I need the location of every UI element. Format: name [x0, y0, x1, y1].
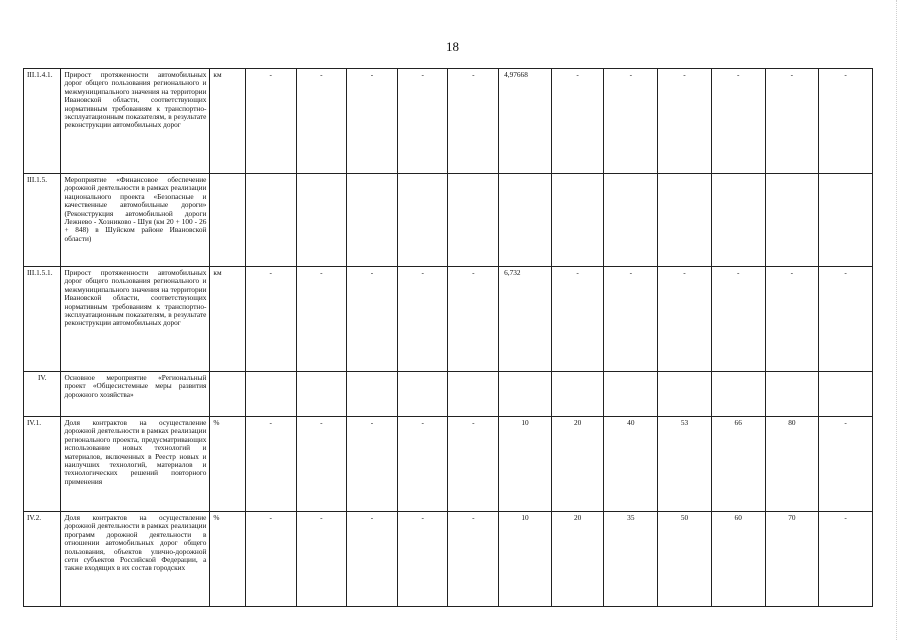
value-cell — [397, 372, 448, 417]
value-cell: 53 — [658, 417, 712, 512]
value-cell — [448, 174, 499, 267]
row-unit: % — [210, 512, 245, 607]
row-code: IV.1. — [24, 417, 61, 512]
value-cell: - — [397, 69, 448, 174]
value-cell: 6,732 — [499, 267, 552, 372]
value-cell: - — [711, 69, 765, 174]
value-cell — [604, 174, 658, 267]
value-cell: 35 — [604, 512, 658, 607]
row-name: Прирост протяженности автомобильных дорог общего пользования регионального и межмуниципального значения на территории Ивановской области, соответствующих нормативным требованиям к транспортно-эксплуатационным показателям, в результате реконструкции автомобильных дорог — [61, 69, 210, 174]
value-cell — [245, 372, 296, 417]
row-unit: % — [210, 417, 245, 512]
value-cell: - — [765, 69, 819, 174]
value-cell — [604, 372, 658, 417]
row-name: Доля контрактов на осуществление дорожной деятельности в рамках реализации регионального проекта, предусматривающих использование новых технологий и материалов, включенных в Реестр новых и наилучших технологий, материалов и технологических решений повторного применения — [61, 417, 210, 512]
value-cell: - — [819, 512, 873, 607]
value-cell — [819, 372, 873, 417]
value-cell: - — [551, 267, 604, 372]
row-code: III.1.5.1. — [24, 267, 61, 372]
value-cell: 60 — [711, 512, 765, 607]
value-cell: - — [604, 69, 658, 174]
value-cell: - — [819, 69, 873, 174]
value-cell: - — [245, 417, 296, 512]
value-cell: - — [604, 267, 658, 372]
row-name: Мероприятие «Финансовое обеспечение дорожной деятельности в рамках реализации национального проекта «Безопасные и качественные автомобильные дороги» (Реконструкция автомобильной дороги Лежнево - Хозниково - Шуя (км 20 + 100 - 26 + 848) в Шуйском районе Ивановской области) — [61, 174, 210, 267]
value-cell — [347, 372, 398, 417]
value-cell: - — [347, 267, 398, 372]
value-cell: - — [448, 417, 499, 512]
value-cell: - — [296, 512, 347, 607]
row-unit — [210, 372, 245, 417]
value-cell: 40 — [604, 417, 658, 512]
value-cell — [448, 372, 499, 417]
value-cell — [658, 174, 712, 267]
value-cell: - — [658, 267, 712, 372]
row-code: III.1.5. — [24, 174, 61, 267]
value-cell — [711, 174, 765, 267]
value-cell: - — [397, 512, 448, 607]
row-unit — [210, 174, 245, 267]
value-cell: - — [296, 417, 347, 512]
table-row — [24, 417, 873, 512]
value-cell: - — [397, 267, 448, 372]
value-cell — [296, 174, 347, 267]
value-cell: - — [347, 417, 398, 512]
row-unit: км — [210, 267, 245, 372]
value-cell: - — [245, 69, 296, 174]
value-cell — [296, 372, 347, 417]
table-row — [24, 174, 873, 267]
table-row — [24, 372, 873, 417]
value-cell — [551, 174, 604, 267]
value-cell: 20 — [551, 512, 604, 607]
value-cell: - — [658, 69, 712, 174]
value-cell — [711, 372, 765, 417]
value-cell — [765, 174, 819, 267]
value-cell — [765, 372, 819, 417]
value-cell: - — [765, 267, 819, 372]
value-cell — [245, 174, 296, 267]
value-cell: 20 — [551, 417, 604, 512]
value-cell — [819, 174, 873, 267]
value-cell: 70 — [765, 512, 819, 607]
value-cell: - — [448, 69, 499, 174]
value-cell — [658, 372, 712, 417]
page-number: 18 — [446, 39, 459, 54]
value-cell: - — [551, 69, 604, 174]
row-name: Прирост протяженности автомобильных дорог общего пользования регионального и межмуниципального значения на территории Ивановской области, соответствующих нормативным требованиям к транспортно-эксплуатационным показателям, в результате реконструкции автомобильных дорог — [61, 267, 210, 372]
row-code: IV.2. — [24, 512, 61, 607]
value-cell: - — [296, 267, 347, 372]
table-row — [24, 512, 873, 607]
indicators-table — [23, 68, 873, 607]
value-cell: - — [347, 512, 398, 607]
value-cell: 10 — [499, 512, 552, 607]
value-cell: - — [296, 69, 347, 174]
value-cell: - — [347, 69, 398, 174]
value-cell: - — [448, 512, 499, 607]
value-cell — [551, 372, 604, 417]
row-code: III.1.4.1. — [24, 69, 61, 174]
row-code: IV. — [24, 372, 61, 417]
value-cell: - — [819, 267, 873, 372]
page-edge — [896, 0, 905, 640]
value-cell — [499, 372, 552, 417]
value-cell: - — [397, 417, 448, 512]
value-cell: 80 — [765, 417, 819, 512]
table-row — [24, 267, 873, 372]
value-cell: 66 — [711, 417, 765, 512]
value-cell: - — [245, 512, 296, 607]
value-cell: 4,97668 — [499, 69, 552, 174]
row-unit: км — [210, 69, 245, 174]
value-cell — [347, 174, 398, 267]
value-cell: - — [819, 417, 873, 512]
row-name: Доля контрактов на осуществление дорожной деятельности в рамках реализации программ дорожной деятельности в отношении автомобильных дорог общего пользования, объектов улично-дорожной сети субъектов Российской Федерации, а также входящих в их состав городских — [61, 512, 210, 607]
value-cell: - — [448, 267, 499, 372]
value-cell: - — [711, 267, 765, 372]
value-cell — [397, 174, 448, 267]
value-cell — [499, 174, 552, 267]
row-name: Основное мероприятие «Региональный проект «Общесистемные меры развития дорожного хозяйства» — [61, 372, 210, 417]
value-cell: 50 — [658, 512, 712, 607]
table-row — [24, 69, 873, 174]
value-cell: 10 — [499, 417, 552, 512]
value-cell: - — [245, 267, 296, 372]
